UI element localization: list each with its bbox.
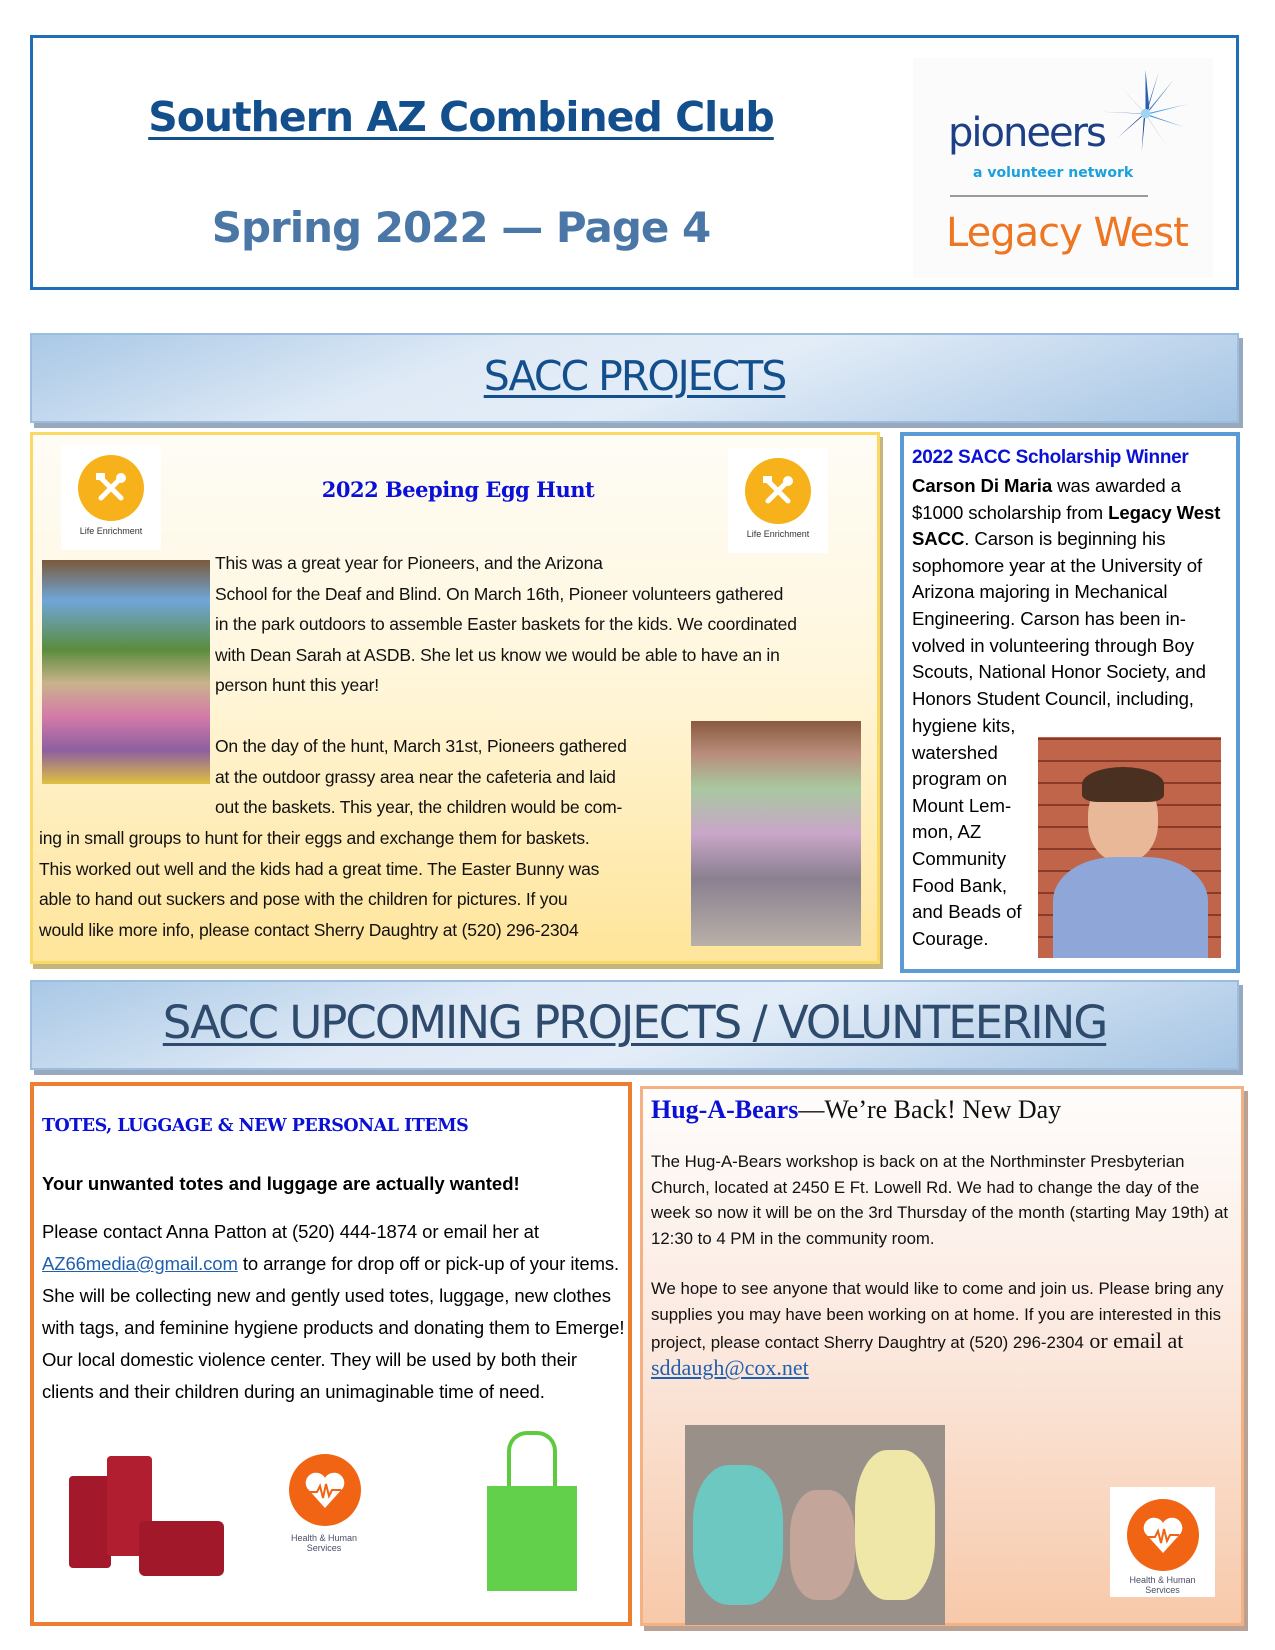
life-enrichment-label: Life Enrichment <box>746 529 810 539</box>
section-title-upcoming: SACC UPCOMING PROJECTS / VOLUNTEERING <box>162 996 1107 1049</box>
life-enrichment-label: Life Enrichment <box>79 526 143 536</box>
newsletter-header <box>30 35 1239 290</box>
egg-hunt-paragraph-2: On the day of the hunt, March 31st, Pioneers gathered at the outdoor grassy area near the cafeteria and laid out the baskets. This year, the children would be com- <box>215 736 627 817</box>
awarding-org: Legacy West SACC <box>912 501 1221 550</box>
carson-portrait-photo <box>1038 737 1221 958</box>
heart-pulse-icon <box>1127 1499 1199 1571</box>
totes-title: TOTES, LUGGAGE & NEW PERSONAL ITEMS <box>42 1116 469 1136</box>
egg-hunt-paragraph-1: This was a great year for Pioneers, and the Arizona School for the Deaf and Blind. On March 16th, Pioneer volunteers gathered in the park outdoors to assemble Easter baskets for the kids. We coordinated with Dean Sarah at ASDB. She let us know we would be able to have an in person hunt this year! <box>215 553 797 695</box>
section-banner-projects <box>30 333 1239 423</box>
section-banner-upcoming <box>30 980 1239 1070</box>
volunteers-assembling-baskets-photo <box>42 560 210 784</box>
tools-icon <box>78 455 144 521</box>
hug-a-bears-body: The Hug-A-Bears workshop is back on at the Northminster Presbyterian Church, located at 2450 E Ft. Lowell Rd. We had to change the day of the week so now it will be on the 3rd Thursday of the month (starting May 19th) at 12:30 to 4 PM in the community room. We hope to see anyone that would like to come and join us. Please bring any supplies you may have been working on at home. If you are interested in this project, please contact Sherry Daughtry at (520) 296-2304 or email at sddaugh@cox.net <box>651 1152 1229 1381</box>
egg-hunt-paragraph-2-cont: ing in small groups to hunt for their eggs and exchange them for baskets. This worked out well and the kids had a great time. The Easter Bunny was able to hand out suckers and pose with the children for pictures. If you would like more info, please contact Sherry Daughtry at (520) 296-2304 <box>39 828 600 940</box>
children-with-easter-bunny-photo <box>691 721 861 946</box>
pioneers-legacy-west-logo <box>913 58 1213 278</box>
life-enrichment-badge-left <box>61 445 161 550</box>
scholarship-title: 2022 SACC Scholarship Winner <box>912 447 1189 468</box>
hug-a-bears-title: Hug-A-Bears—We’re Back! New Day <box>651 1095 1062 1124</box>
hug-a-bears-article <box>640 1086 1244 1626</box>
club-title: Southern AZ Combined Club <box>148 93 774 141</box>
heart-pulse-icon <box>289 1454 361 1526</box>
issue-title: Spring 2022 — Page 4 <box>211 203 711 252</box>
totes-body: Please contact Anna Patton at (520) 444-1874 or email her at AZ66media@gmail.com to arrange for drop off or pick-up of your items. She will be collecting new and gently used totes, luggage, new clothes with tags, and feminine hygiene products and donating them to Emerge! Our local domestic violence center. They will be used by both their clients and their children during an unimaginable time of need. <box>42 1221 625 1402</box>
totes-article <box>30 1082 632 1626</box>
article-title: 2022 Beeping Egg Hunt <box>321 477 595 502</box>
logo-tagline: a volunteer network <box>973 165 1134 181</box>
egg-hunt-article <box>30 432 880 964</box>
scholarship-article <box>900 432 1240 973</box>
scholarship-body-wrap: hygiene kits, watershed program on Mount Lem- mon, AZ Community Food Bank, and Beads of Courage. <box>912 715 1022 949</box>
hug-a-bears-teddy-photo <box>685 1425 945 1625</box>
health-human-services-badge: Health & Human Services <box>284 1431 364 1541</box>
logo-divider <box>950 195 1148 197</box>
scholarship-body: Carson Di Maria was awarded a $1000 scholarship from Legacy West SACC. Carson is beginning his sophomore year at the University of Arizona majoring in Mechanical Engineering. Carson has been in-volved in volunteering through Boy Scouts, National Honor Society, and Honors Student Council, including, <box>912 475 1221 709</box>
starburst-icon <box>1098 68 1193 163</box>
tools-icon <box>745 458 811 524</box>
winner-name: Carson Di Maria <box>912 475 1053 496</box>
logo-chapter: Legacy West <box>946 210 1188 256</box>
totes-lead: Your unwanted totes and luggage are actually wanted! <box>42 1173 520 1194</box>
green-tote-bag-photo <box>482 1431 582 1591</box>
email-link-anna[interactable]: AZ66media@gmail.com <box>42 1253 238 1274</box>
logo-pioneers-text: pioneers <box>948 110 1105 156</box>
section-title-projects: SACC PROJECTS <box>483 352 786 400</box>
health-human-services-badge: Health & Human Services <box>1110 1487 1215 1597</box>
red-luggage-set-photo <box>59 1451 229 1576</box>
life-enrichment-badge-right <box>728 448 828 553</box>
email-link-sherry[interactable]: sddaugh@cox.net <box>651 1355 809 1381</box>
